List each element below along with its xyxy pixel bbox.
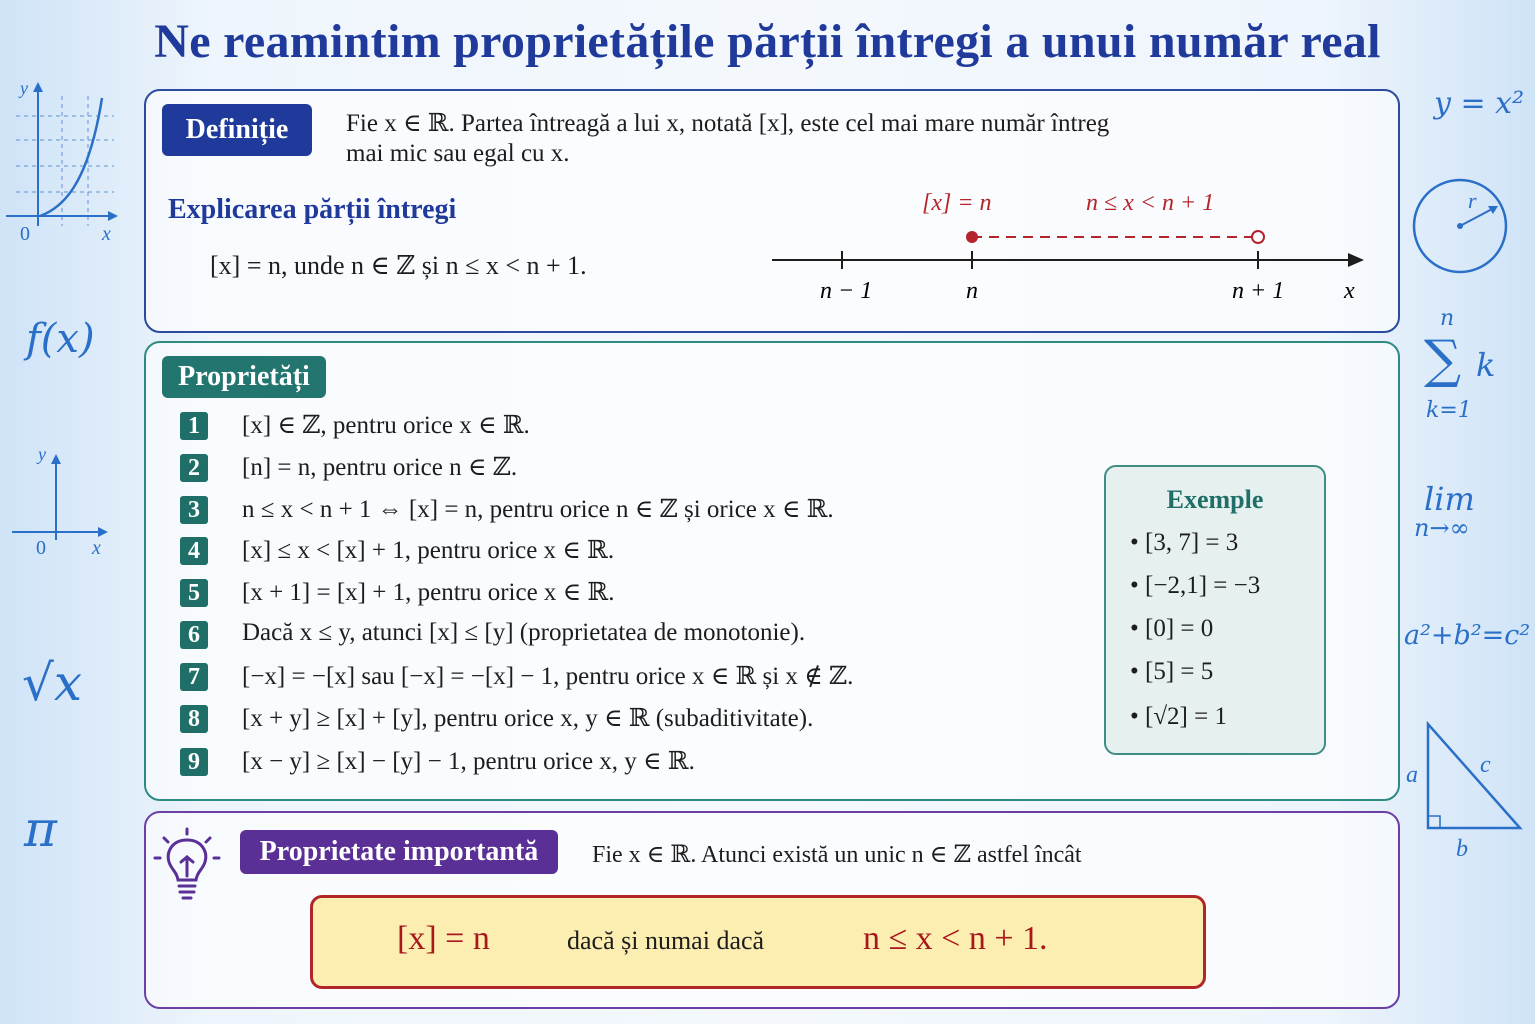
sqrt-decoration: √x xyxy=(22,654,83,712)
circle-radius-icon xyxy=(1410,176,1510,276)
sum-body: k xyxy=(1476,346,1496,384)
numberline-tick-label: n − 1 xyxy=(820,278,873,304)
sum-upper-limit: n xyxy=(1440,306,1455,331)
numberline-arrow-icon xyxy=(1348,253,1364,267)
property-text: Dacă x ≤ y, atunci [x] ≤ [y] (proprietatea de monotonie). xyxy=(242,619,806,646)
property-text: [−x] = −[x] sau [−x] = −[x] − 1, pentru orice x ∈ ℝ și x ∉ ℤ. xyxy=(242,663,854,690)
examples-box xyxy=(1104,465,1326,755)
limit-decoration: lim xyxy=(1424,480,1475,518)
key-formula-connector: dacă și numai dacă xyxy=(567,926,765,955)
key-formula-right: n ≤ x < n + 1. xyxy=(863,920,1048,957)
property-text: [x] ≤ x < [x] + 1, pentru orice x ∈ ℝ. xyxy=(242,537,615,564)
important-property-text: Fie x ∈ ℝ. Atunci există un unic n ∈ ℤ astfel încât xyxy=(592,842,1082,868)
definition-text-line2: mai mic sau egal cu x. xyxy=(346,140,570,167)
circle-radius-label: r xyxy=(1468,188,1477,213)
property-number: 9 xyxy=(180,748,208,776)
numberline-tick-label: n xyxy=(966,278,978,304)
graph-axis-label: x xyxy=(102,223,111,245)
sum-symbol-icon: ∑ xyxy=(1424,330,1462,390)
parabola-graph-icon xyxy=(2,76,122,246)
explanation-formula: [x] = n, unde n ∈ ℤ și n ≤ x < n + 1. xyxy=(210,251,587,280)
numberline-label-floor: [x] = n xyxy=(922,190,992,216)
graph-axis-label: x xyxy=(92,537,101,559)
property-text: [x + y] ≥ [x] + [y], pentru orice x, y ∈ ℝ (subaditivitate). xyxy=(242,705,814,732)
limit-subscript: n→∞ xyxy=(1414,514,1470,542)
examples-title: Exemple xyxy=(1166,485,1264,514)
example-text: [3, 7] = 3 xyxy=(1145,529,1239,556)
numberline-axis-label: x xyxy=(1344,278,1355,304)
property-number: 5 xyxy=(180,579,208,607)
numberline-closed-point xyxy=(966,231,978,243)
example-item: • [0] = 0 xyxy=(1130,615,1214,642)
triangle-side-label: a xyxy=(1406,762,1418,788)
graph-origin-label: 0 xyxy=(20,223,30,245)
triangle-side-label: b xyxy=(1456,836,1468,862)
properties-badge: Proprietăți xyxy=(162,356,326,398)
property-number: 7 xyxy=(180,663,208,691)
example-text: [5] = 5 xyxy=(1145,658,1214,685)
example-text: [√2] = 1 xyxy=(1145,703,1227,730)
property-text: [x + 1] = [x] + 1, pentru orice x ∈ ℝ. xyxy=(242,579,615,606)
example-text: [−2,1] = −3 xyxy=(1145,572,1261,599)
definition-badge: Definiție xyxy=(162,104,312,156)
property-text: [x] ∈ ℤ, pentru orice x ∈ ℝ. xyxy=(242,412,530,439)
key-formula-left: [x] = n xyxy=(397,920,490,957)
pi-decoration: π xyxy=(24,800,57,858)
example-item: • [√2] = 1 xyxy=(1130,703,1227,730)
triangle-side-label: c xyxy=(1480,752,1491,778)
graph-axis-label: y xyxy=(38,444,46,464)
parabola-equation-decoration: y = x² xyxy=(1434,86,1525,121)
axes-graph-icon xyxy=(10,440,120,560)
numberline-tick-label: n + 1 xyxy=(1232,278,1285,304)
property-number: 4 xyxy=(180,537,208,565)
page-title: Ne reamintim proprietățile părții întregi a unui număr real xyxy=(154,15,1381,68)
explanation-heading: Explicarea părții întregi xyxy=(168,194,457,225)
numberline-open-point xyxy=(1252,231,1264,243)
numberline-label-interval: n ≤ x < n + 1 xyxy=(1086,190,1215,216)
graph-origin-label: 0 xyxy=(36,537,46,559)
example-item: • [5] = 5 xyxy=(1130,658,1214,685)
number-line-diagram xyxy=(760,180,1380,310)
fx-decoration: f(x) xyxy=(26,316,95,362)
property-number: 3 xyxy=(180,496,208,524)
key-formula-box xyxy=(310,895,1206,989)
example-item: • [−2,1] = −3 xyxy=(1130,572,1261,599)
lightbulb-icon xyxy=(152,826,222,906)
property-number: 2 xyxy=(180,454,208,482)
property-text: [x − y] ≥ [x] − [y] − 1, pentru orice x, y ∈ ℝ. xyxy=(242,748,695,775)
graph-axis-label: y xyxy=(20,78,28,98)
pythagoras-decoration: a²+b²=c² xyxy=(1404,620,1531,651)
definition-text-line1: Fie x ∈ ℝ. Partea întreagă a lui x, notată [x], este cel mai mare număr întreg xyxy=(346,110,1110,137)
property-number: 8 xyxy=(180,705,208,733)
important-property-badge: Proprietate importantă xyxy=(240,830,558,874)
property-number: 6 xyxy=(180,621,208,649)
property-text: [n] = n, pentru orice n ∈ ℤ. xyxy=(242,454,518,481)
sum-lower-limit: k=1 xyxy=(1426,398,1472,423)
example-text: [0] = 0 xyxy=(1145,615,1214,642)
right-triangle-icon xyxy=(1400,716,1530,866)
example-item: • [3, 7] = 3 xyxy=(1130,529,1239,556)
property-number: 1 xyxy=(180,412,208,440)
property-text: n ≤ x < n + 1 ⇔ [x] = n, pentru orice n ∈ ℤ și orice x ∈ ℝ. xyxy=(242,496,834,523)
